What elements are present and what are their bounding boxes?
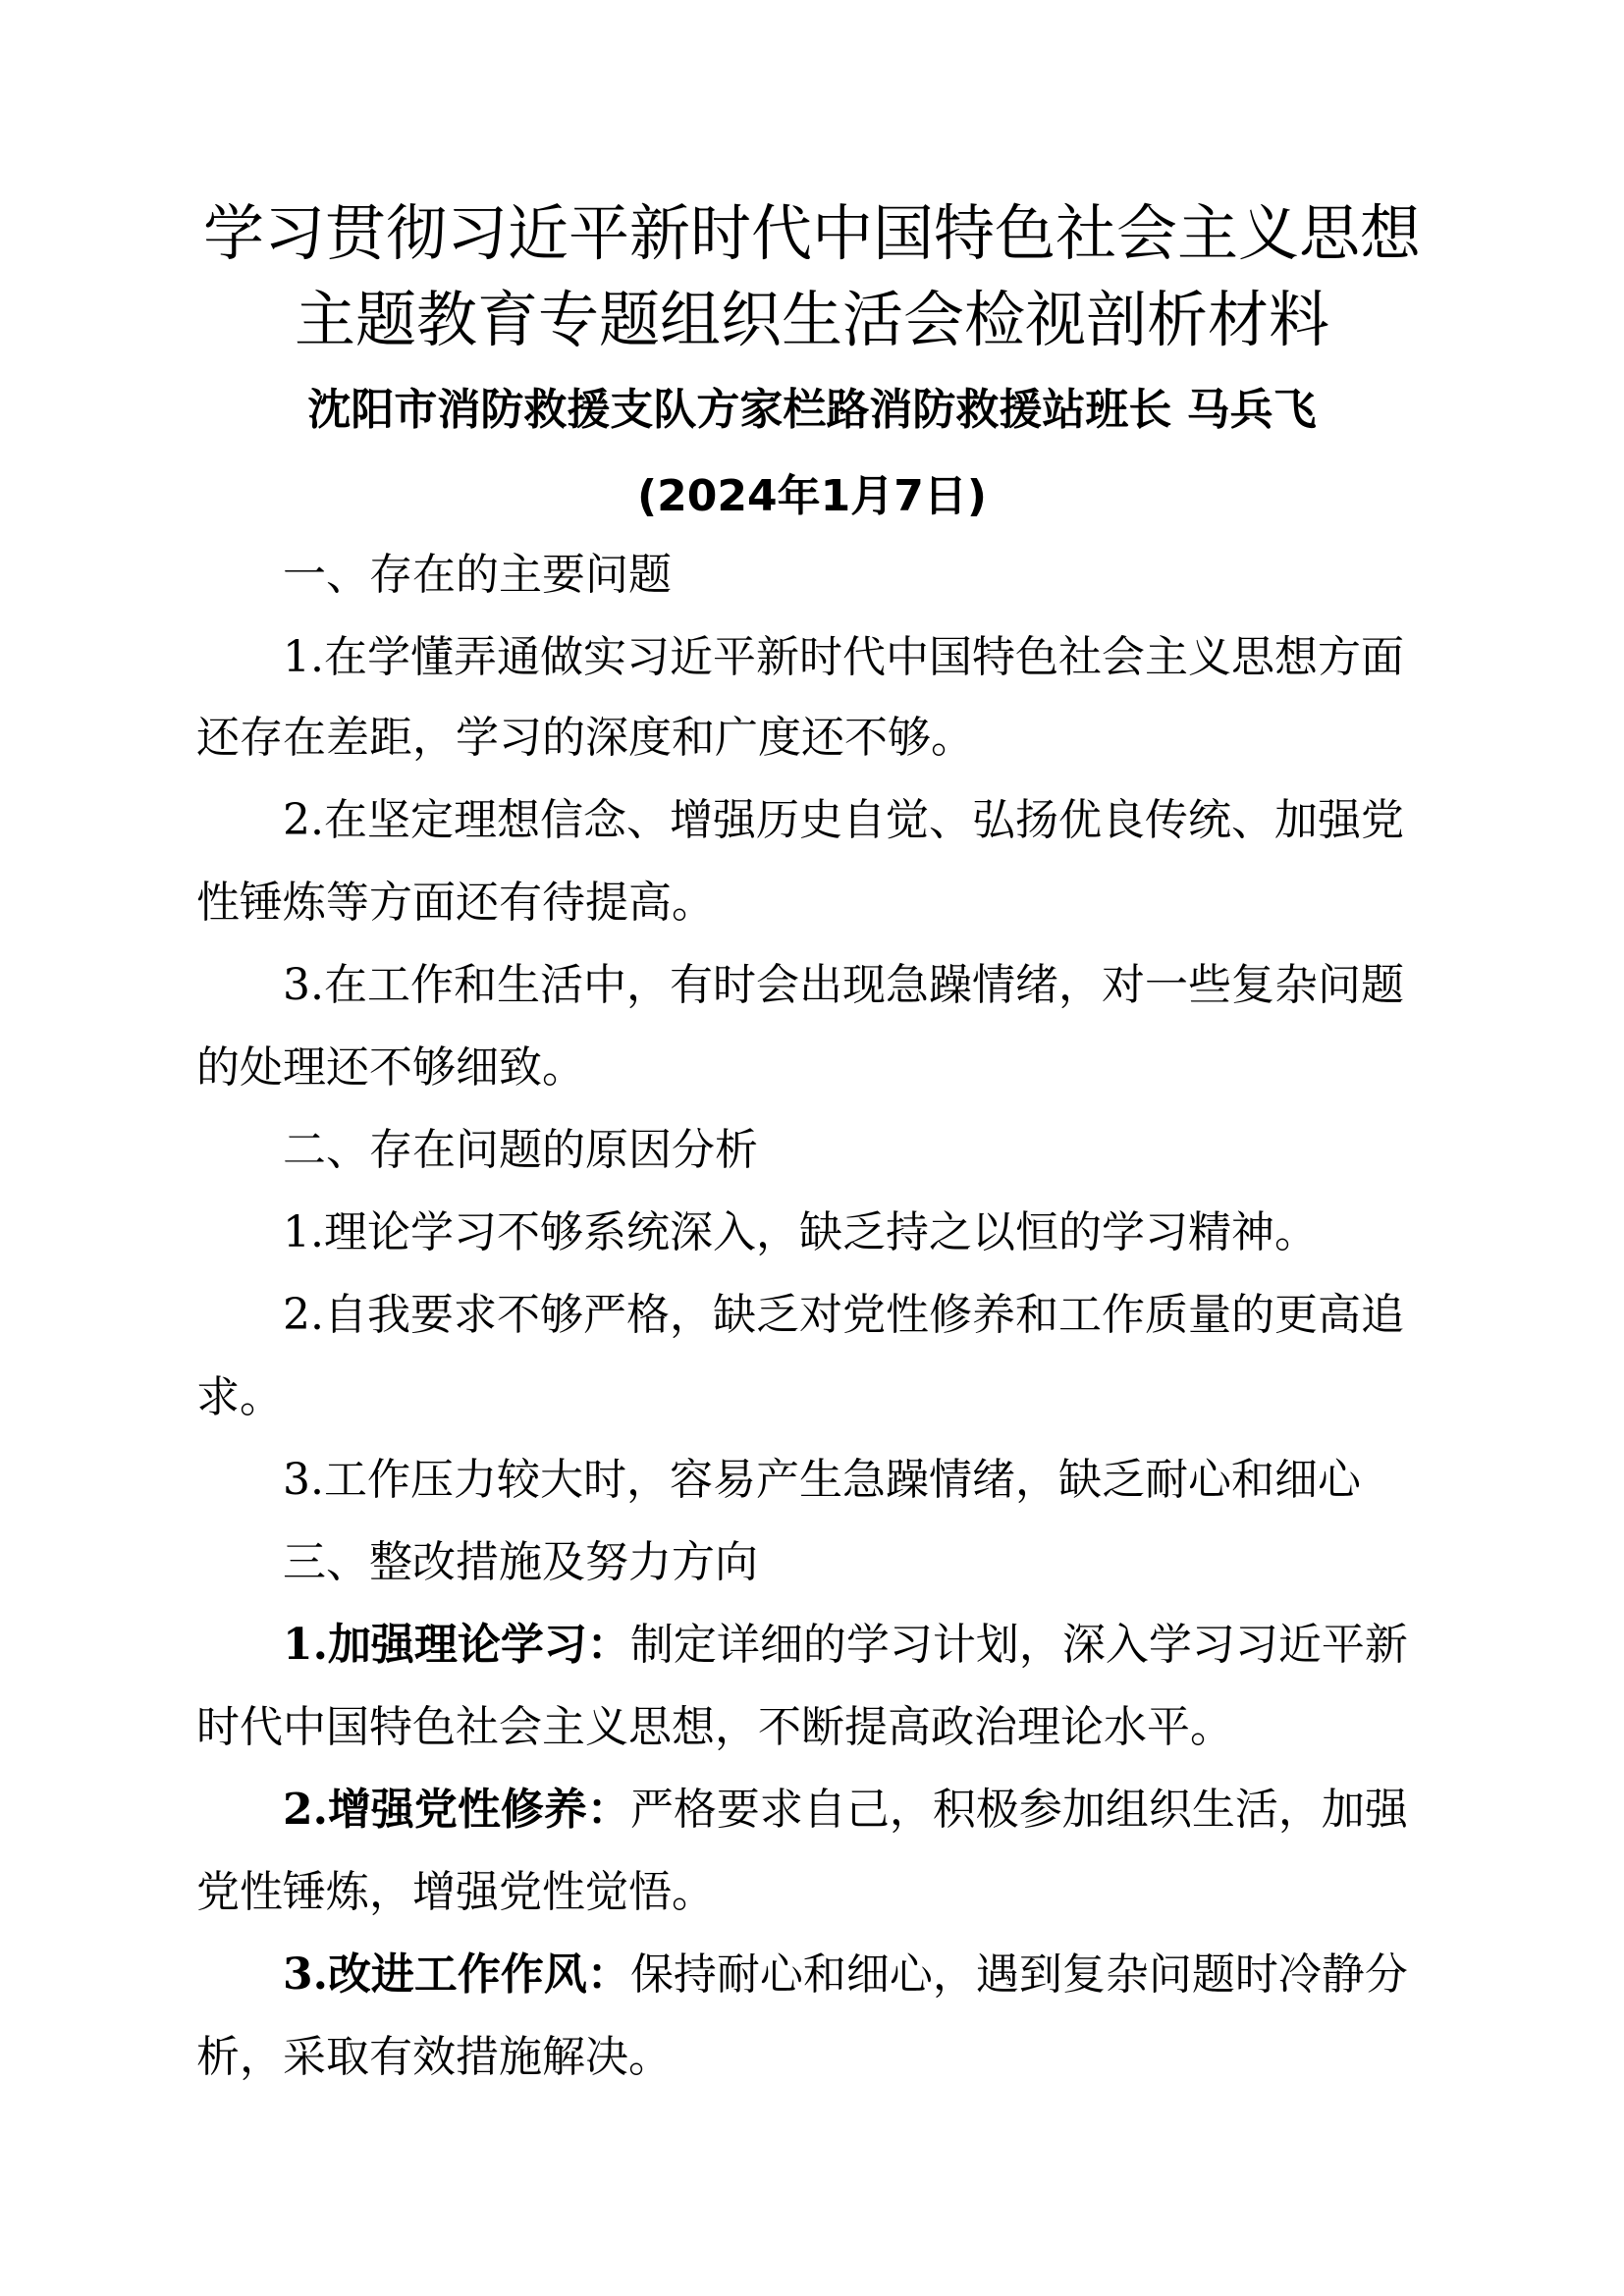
paragraph-line xyxy=(283,1286,1404,1345)
section-heading-1: 一、存在的主要问题 xyxy=(283,550,672,600)
date-line: (2024年1月7日) xyxy=(637,471,987,521)
item-number: 1. xyxy=(283,1207,324,1257)
document-title-line-2: 主题教育专题组织生活会检视剖析材料 xyxy=(294,284,1329,355)
paragraph-line: 性锤炼等方面还有待提高。 xyxy=(196,878,715,928)
author-line: 沈阳市消防救援支队方家栏路消防救援站班长 马兵飞 xyxy=(307,385,1317,435)
paragraph-line xyxy=(283,1203,1318,1262)
item-number: 2. xyxy=(283,1290,324,1340)
paragraph-line xyxy=(283,628,1404,687)
item-text: 在坚定理想信念、增强历史自觉、弘扬优良传统、加强党 xyxy=(323,795,1404,845)
document-title-line-1: 学习贯彻习近平新时代中国特色社会主义思想 xyxy=(202,197,1421,269)
paragraph-line xyxy=(283,1781,1408,1840)
paragraph-line: 析，采取有效措施解决。 xyxy=(196,2032,672,2082)
paragraph-line xyxy=(283,1451,1361,1510)
item-lead: 增强党性修养： xyxy=(327,1785,630,1835)
section-heading-2: 二、存在问题的原因分析 xyxy=(283,1125,758,1175)
paragraph-line xyxy=(283,1616,1408,1675)
paragraph-line xyxy=(283,1946,1408,2004)
item-text: 理论学习不够系统深入，缺乏持之以恒的学习精神。 xyxy=(323,1207,1318,1257)
item-lead: 加强理论学习： xyxy=(327,1620,630,1670)
paragraph-line xyxy=(283,956,1404,1015)
item-text: 在工作和生活中，有时会出现急躁情绪，对一些复杂问题 xyxy=(323,960,1404,1010)
paragraph-line: 党性锤炼，增强党性觉悟。 xyxy=(196,1867,715,1917)
item-text: 工作压力较大时，容易产生急躁情绪，缺乏耐心和细心 xyxy=(323,1455,1361,1505)
item-text: 自我要求不够严格，缺乏对党性修养和工作质量的更高追 xyxy=(323,1290,1404,1340)
item-lead: 改进工作作风： xyxy=(327,1949,630,2000)
paragraph-line: 还存在差距，学习的深度和广度还不够。 xyxy=(196,713,974,763)
item-number: 2. xyxy=(283,1785,328,1835)
item-number: 1. xyxy=(283,1620,328,1670)
section-heading-3: 三、整改措施及努力方向 xyxy=(283,1537,758,1587)
item-number: 1. xyxy=(283,632,324,682)
paragraph-line: 的处理还不够细致。 xyxy=(196,1042,585,1093)
paragraph-line: 求。 xyxy=(196,1372,283,1422)
item-number: 3. xyxy=(283,1949,328,2000)
paragraph-line: 时代中国特色社会主义思想，不断提高政治理论水平。 xyxy=(196,1702,1233,1752)
item-text: 制定详细的学习计划，深入学习习近平新 xyxy=(629,1620,1408,1670)
paragraph-line xyxy=(283,791,1404,850)
item-number: 3. xyxy=(283,960,324,1010)
item-text: 严格要求自己，积极参加组织生活，加强 xyxy=(629,1785,1408,1835)
item-text: 在学懂弄通做实习近平新时代中国特色社会主义思想方面 xyxy=(323,632,1404,682)
item-number: 3. xyxy=(283,1455,324,1505)
item-number: 2. xyxy=(283,795,324,845)
item-text: 保持耐心和细心，遇到复杂问题时冷静分 xyxy=(629,1949,1408,2000)
